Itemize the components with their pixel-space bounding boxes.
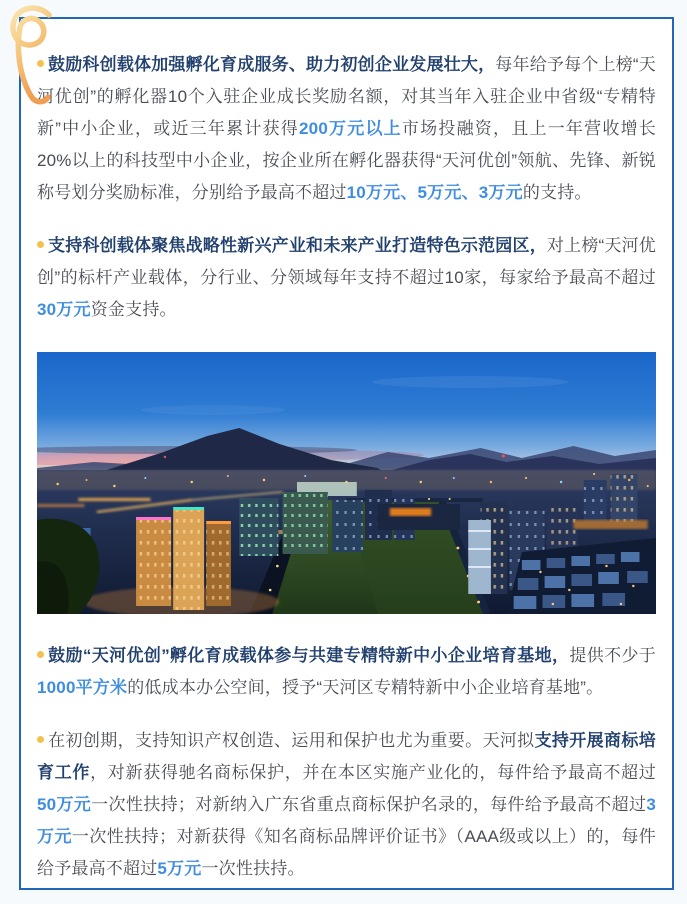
bullet-icon (37, 651, 44, 658)
paperclip-icon (4, 1, 60, 111)
text-segment: 30万元 (37, 300, 91, 319)
text-segment: 资金支持。 (90, 300, 177, 319)
paragraph-group-bottom (37, 640, 656, 885)
text-segment: 一次性扶持；对新获得《知名商标品牌评价证书》（AAA级或以上）的，每件给予最高不超过 (37, 827, 657, 878)
text-segment: 10万元、5万元、3万元 (346, 183, 523, 202)
text-segment: 3万元 (37, 795, 656, 846)
text-segment: 5万元 (157, 859, 202, 878)
article-content (21, 19, 672, 888)
text-segment: 一次性扶持。 (201, 859, 305, 878)
paragraph (37, 49, 656, 209)
text-segment: 1000平方米 (37, 678, 128, 697)
paragraph (37, 230, 656, 326)
text-segment: 支持开展商标培育工作 (37, 731, 656, 782)
text-segment: ，对新获得驰名商标保护，并在本区实施产业化的，每件给予最高不超过 (90, 763, 656, 782)
text-segment: 鼓励“天河优创”孵化育成载体参与共建专精特新中小企业培育基地， (48, 646, 570, 665)
text-segment: 提供不少于 (569, 646, 657, 665)
text-segment: 的支持。 (522, 183, 592, 202)
paragraph-group-top (37, 49, 656, 326)
text-segment: 鼓励科创载体加强孵化育成服务、助力初创企业发展壮大， (48, 55, 496, 74)
bullet-icon (37, 241, 44, 248)
text-segment: 在初创期，支持知识产权创造、运用和保护也尤为重要。天河拟 (48, 731, 535, 750)
text-segment: 一次性扶持；对新纳入广东省重点商标保护名录的，每件给予最高不超过 (91, 795, 647, 814)
paragraph (37, 640, 656, 704)
text-segment: 支持科创载体聚焦战略性新兴产业和未来产业打造特色示范园区， (48, 236, 547, 255)
text-segment: 每年给予每个上榜“天河优创”的孵化器10个入驻企业成长奖励名额，对其当年入驻企业中省级“专精特新”中小企业，或近三年累计获得 (37, 55, 656, 138)
text-segment: 的低成本办公空间，授予“天河区专精特新中小企业培育基地”。 (127, 678, 604, 697)
article-frame (19, 17, 674, 890)
city-photo[interactable] (37, 352, 656, 614)
text-segment: 对上榜“天河优创”的标杆产业载体，分行业、分领域每年支持不超过10家，每家给予最高不超过 (37, 236, 656, 287)
text-segment: 200万元以上 (299, 119, 402, 138)
bullet-icon (37, 736, 44, 743)
text-segment: 50万元 (37, 795, 92, 814)
paragraph (37, 725, 656, 885)
city-photo-illustration (37, 352, 656, 614)
text-segment: 市场投融资，且上一年营收增长20%以上的科技型中小企业，按企业所在孵化器获得“天河优创”领航、先锋、新锐称号划分奖励标准，分别给予最高不超过 (37, 119, 657, 202)
